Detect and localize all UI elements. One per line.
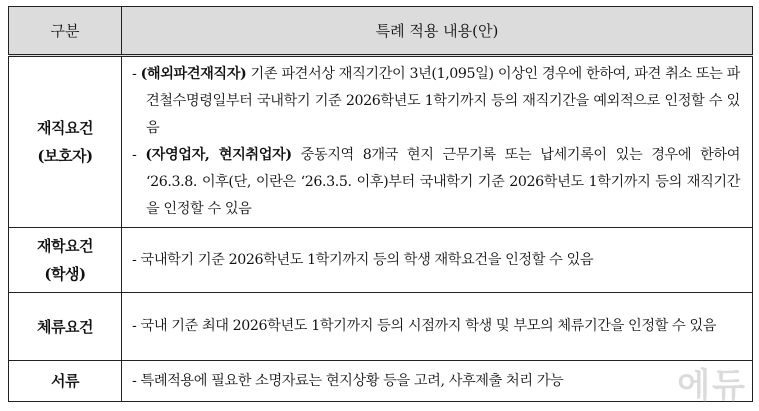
row-label-residence <box>9 293 122 361</box>
row-label-line: 재직요건 <box>37 119 93 137</box>
row-content-employment <box>122 56 753 228</box>
item-text: 기존 파견서상 재직기간이 3년(1,095일) 이상인 경우에 한하여, 파견 취소 또는 파견철수명령일부터 국내학기 기준 2026학년도 1학기까지 등의 재직기간을 예외적으로 인정할 수 있음 <box>146 66 740 136</box>
item-heading: (자영업자, 현지취업자) <box>145 147 292 163</box>
row-label-documents <box>9 361 122 402</box>
bullet: - <box>132 66 141 82</box>
row-label-line: 재학요건 <box>37 237 93 255</box>
row-label-employment <box>9 56 122 228</box>
row-content-documents <box>122 361 753 402</box>
bullet: - <box>132 318 141 334</box>
policy-table-container <box>8 6 752 402</box>
table-row-residence <box>9 293 753 361</box>
table-row-documents <box>9 361 753 402</box>
row-label-subline: (학생) <box>44 265 86 283</box>
table-row-employment <box>9 56 753 228</box>
bullet: - <box>132 372 141 389</box>
row-label-enrollment <box>9 228 122 293</box>
row-label-line: 서류 <box>51 372 79 390</box>
watermark-logo: 에듀 <box>677 366 747 406</box>
list-item <box>132 142 740 223</box>
header-category: 구분 <box>9 7 122 56</box>
list-item <box>132 247 740 274</box>
item-text: 국내학기 기준 2026학년도 1학기까지 등의 학생 재학요건을 인정할 수 있음 <box>140 251 594 268</box>
header-content: 특례 적용 내용(안) <box>122 7 753 56</box>
item-heading: (해외파견재직자) <box>140 66 247 82</box>
bullet: - <box>132 251 141 268</box>
item-text: 국내 기준 최대 2026학년도 1학기까지 등의 시점까지 학생 및 부모의 체류기간을 인정할 수 있음 <box>140 318 717 334</box>
list-item <box>132 313 740 340</box>
list-item <box>132 61 740 142</box>
row-content-residence <box>122 293 753 361</box>
bullet: - <box>132 147 146 163</box>
row-label-subline: (보호자) <box>37 147 93 165</box>
item-text: 특례적용에 필요한 소명자료는 현지상황 등을 고려, 사후제출 처리 가능 <box>140 372 564 389</box>
row-content-enrollment <box>122 228 753 293</box>
special-provision-table <box>8 6 753 402</box>
table-header-row <box>9 7 753 56</box>
item-text: 중동지역 8개국 현지 근무기록 또는 납세기록이 있는 경우에 한하여 ‘26.3.8. 이후(단, 이란은 ‘26.3.5. 이후)부터 국내학기 기준 2026학년도 1학기까지 등의 재직기간을 인정할 수 있음 <box>146 147 741 217</box>
row-label-line: 체류요건 <box>37 317 93 336</box>
table-row-enrollment <box>9 228 753 293</box>
list-item <box>132 368 740 395</box>
